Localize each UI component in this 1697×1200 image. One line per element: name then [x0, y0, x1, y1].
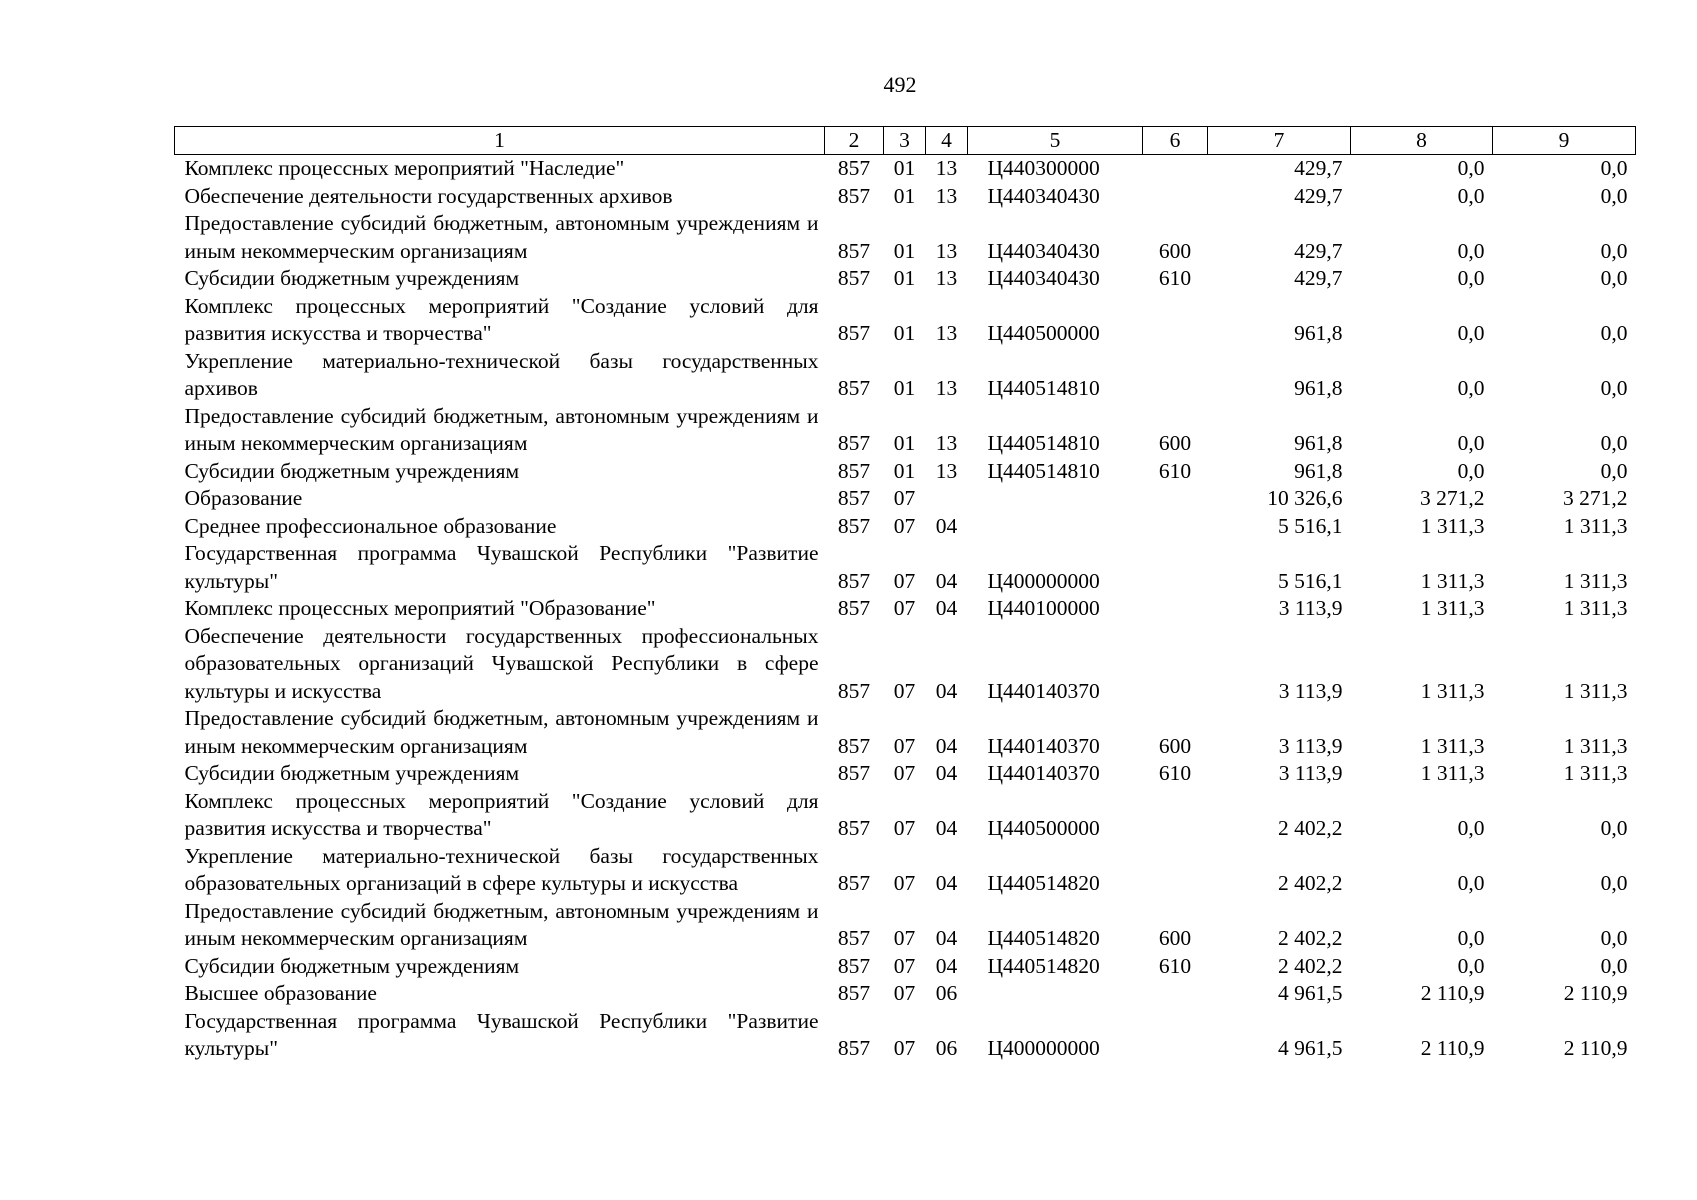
cell-amount-col7: 5 516,1 — [1278, 568, 1343, 593]
cell-subsection: 04 — [935, 596, 958, 620]
cell-amount-col7: 429,7 — [1294, 266, 1343, 290]
table-row — [175, 458, 1636, 486]
cell-subsection: 04 — [935, 678, 958, 703]
cell-amount-col8: 1 311,3 — [1420, 678, 1485, 703]
cell-grbs: 857 — [837, 953, 871, 978]
cell-section: 07 — [893, 816, 916, 840]
cell-section: 01 — [893, 156, 916, 180]
cell-grbs: 857 — [837, 266, 871, 290]
cell-grbs: 857 — [837, 568, 871, 593]
cell-amount-col7: 3 113,9 — [1278, 596, 1343, 620]
header-col-7: 7 — [1208, 127, 1351, 155]
cell-section: 01 — [893, 321, 916, 345]
cell-target-article: Ц440300000 — [987, 156, 1100, 180]
page-number: 492 — [883, 72, 917, 97]
cell-name: Комплекс процессных мероприятий "Создание условий для развития искусства и творчества" — [184, 293, 819, 345]
table-row — [175, 595, 1636, 623]
cell-amount-col7: 2 402,2 — [1278, 816, 1343, 840]
cell-name: Обеспечение деятельности государственных профессиональных образовательных организаций Чувашской Республики в сфере культуры и искусства — [184, 623, 819, 703]
budget-table — [174, 126, 1636, 1063]
cell-expense-type: 600 — [1158, 238, 1192, 263]
cell-amount-col7: 3 113,9 — [1278, 733, 1343, 758]
cell-subsection: 13 — [935, 156, 958, 180]
cell-name: Государственная программа Чувашской Республики "Развитие культуры" — [184, 541, 819, 593]
cell-name: Предоставление субсидий бюджетным, автономным учреждениям и иным некоммерческим организациям — [184, 211, 819, 263]
table-row — [175, 183, 1636, 211]
cell-amount-col9: 0,0 — [1600, 321, 1628, 345]
cell-amount-col7: 961,8 — [1294, 321, 1343, 345]
table-body — [175, 155, 1636, 1063]
table-row — [175, 980, 1636, 1008]
cell-amount-col7: 10 326,6 — [1267, 486, 1343, 510]
table-row — [175, 788, 1636, 843]
cell-amount-col9: 1 311,3 — [1563, 733, 1628, 758]
cell-name: Комплекс процессных мероприятий "Образование" — [184, 596, 656, 620]
cell-target-article: Ц440140370 — [987, 678, 1100, 703]
cell-expense-type — [1143, 155, 1208, 183]
cell-amount-col7: 4 961,5 — [1278, 981, 1343, 1005]
cell-amount-col7: 5 516,1 — [1278, 513, 1343, 538]
cell-expense-type — [1143, 980, 1208, 1008]
cell-amount-col8: 0,0 — [1457, 871, 1485, 895]
cell-amount-col9: 0,0 — [1600, 816, 1628, 840]
cell-target-article: Ц400000000 — [987, 1036, 1100, 1060]
cell-amount-col8: 0,0 — [1457, 238, 1485, 263]
table-row — [175, 485, 1636, 513]
table-row — [175, 1008, 1636, 1063]
cell-name: Субсидии бюджетным учреждениям — [184, 266, 520, 290]
cell-target-article: Ц440500000 — [987, 816, 1100, 840]
cell-amount-col9: 1 311,3 — [1563, 513, 1628, 538]
cell-section: 07 — [893, 596, 916, 620]
cell-amount-col7: 3 113,9 — [1278, 761, 1343, 785]
header-col-1: 1 — [175, 127, 825, 155]
cell-grbs: 857 — [837, 183, 871, 208]
cell-name: Субсидии бюджетным учреждениям — [184, 761, 520, 785]
table-row — [175, 513, 1636, 541]
cell-subsection — [926, 485, 968, 513]
cell-name: Укрепление материально-технической базы государственных архивов — [184, 348, 819, 400]
table-row — [175, 540, 1636, 595]
cell-amount-col9: 0,0 — [1600, 871, 1628, 895]
cell-name: Субсидии бюджетным учреждениям — [184, 953, 520, 978]
cell-name: Комплекс процессных мероприятий "Наследие" — [184, 156, 625, 180]
cell-amount-col9: 1 311,3 — [1563, 568, 1628, 593]
cell-amount-col7: 429,7 — [1294, 156, 1343, 180]
cell-name: Высшее образование — [184, 981, 377, 1005]
cell-section: 01 — [893, 183, 916, 208]
cell-subsection: 06 — [935, 1036, 958, 1060]
cell-section: 07 — [893, 926, 916, 950]
cell-amount-col9: 1 311,3 — [1563, 678, 1628, 703]
cell-subsection: 04 — [935, 926, 958, 950]
cell-target-article: Ц440514810 — [987, 431, 1100, 455]
cell-amount-col9: 2 110,9 — [1563, 1036, 1628, 1060]
header-col-4: 4 — [926, 127, 968, 155]
cell-amount-col7: 2 402,2 — [1278, 926, 1343, 950]
cell-section: 07 — [893, 733, 916, 758]
cell-expense-type: 600 — [1158, 926, 1192, 950]
cell-grbs: 857 — [837, 871, 871, 895]
cell-target-article: Ц440140370 — [987, 733, 1100, 758]
cell-expense-type: 610 — [1158, 266, 1192, 290]
table-row — [175, 843, 1636, 898]
cell-amount-col9: 3 271,2 — [1563, 486, 1628, 510]
table-row — [175, 403, 1636, 458]
cell-grbs: 857 — [837, 596, 871, 620]
cell-target-article: Ц440140370 — [987, 761, 1100, 785]
cell-target-article: Ц440514810 — [987, 458, 1100, 483]
cell-amount-col8: 3 271,2 — [1420, 486, 1485, 510]
cell-amount-col8: 0,0 — [1457, 321, 1485, 345]
cell-grbs: 857 — [837, 678, 871, 703]
table-row — [175, 760, 1636, 788]
cell-target-article — [968, 485, 1143, 513]
cell-amount-col9: 1 311,3 — [1563, 596, 1628, 620]
table-header — [175, 127, 1636, 155]
cell-amount-col7: 961,8 — [1294, 431, 1343, 455]
cell-grbs: 857 — [837, 733, 871, 758]
cell-subsection: 13 — [935, 458, 958, 483]
cell-target-article: Ц440340430 — [987, 183, 1100, 208]
cell-section: 07 — [893, 981, 916, 1005]
cell-subsection: 13 — [935, 238, 958, 263]
table-row — [175, 293, 1636, 348]
cell-expense-type: 610 — [1158, 761, 1192, 785]
cell-expense-type — [1143, 595, 1208, 623]
cell-section: 07 — [893, 513, 916, 538]
cell-amount-col8: 1 311,3 — [1420, 733, 1485, 758]
cell-amount-col9: 0,0 — [1600, 458, 1628, 483]
cell-grbs: 857 — [837, 513, 871, 538]
table-row — [175, 155, 1636, 183]
cell-amount-col8: 0,0 — [1457, 953, 1485, 978]
cell-amount-col8: 1 311,3 — [1420, 513, 1485, 538]
table-row — [175, 953, 1636, 981]
cell-name: Укрепление материально-технической базы государственных образовательных организаций в сфере культуры и искусства — [184, 843, 819, 895]
cell-amount-col7: 4 961,5 — [1278, 1036, 1343, 1060]
cell-amount-col9: 0,0 — [1600, 926, 1628, 950]
cell-expense-type — [1143, 1008, 1208, 1063]
cell-section: 07 — [893, 761, 916, 785]
table-row — [175, 348, 1636, 403]
cell-target-article: Ц440514810 — [987, 376, 1100, 400]
header-col-2: 2 — [825, 127, 884, 155]
cell-subsection: 13 — [935, 266, 958, 290]
cell-grbs: 857 — [837, 156, 871, 180]
cell-amount-col7: 2 402,2 — [1278, 871, 1343, 895]
table-row — [175, 898, 1636, 953]
cell-expense-type — [1143, 513, 1208, 541]
header-col-9: 9 — [1493, 127, 1636, 155]
cell-amount-col8: 1 311,3 — [1420, 761, 1485, 785]
cell-grbs: 857 — [837, 376, 871, 400]
cell-section: 01 — [893, 458, 916, 483]
cell-subsection: 13 — [935, 431, 958, 455]
cell-subsection: 04 — [935, 953, 958, 978]
cell-expense-type — [1143, 623, 1208, 706]
cell-target-article: Ц440514820 — [987, 871, 1100, 895]
header-col-5: 5 — [968, 127, 1143, 155]
cell-name: Предоставление субсидий бюджетным, автономным учреждениям и иным некоммерческим организациям — [184, 403, 819, 455]
cell-expense-type — [1143, 485, 1208, 513]
cell-amount-col8: 1 311,3 — [1420, 596, 1485, 620]
cell-target-article: Ц440100000 — [987, 596, 1100, 620]
table-row — [175, 623, 1636, 706]
cell-subsection: 04 — [935, 568, 958, 593]
cell-amount-col8: 0,0 — [1457, 431, 1485, 455]
cell-amount-col7: 429,7 — [1294, 238, 1343, 263]
cell-expense-type: 600 — [1158, 733, 1192, 758]
cell-grbs: 857 — [837, 1036, 871, 1060]
cell-name: Среднее профессиональное образование — [184, 513, 557, 538]
cell-amount-col8: 0,0 — [1457, 156, 1485, 180]
cell-amount-col7: 3 113,9 — [1278, 678, 1343, 703]
cell-subsection: 04 — [935, 871, 958, 895]
cell-amount-col8: 0,0 — [1457, 266, 1485, 290]
cell-amount-col9: 0,0 — [1600, 953, 1628, 978]
cell-target-article: Ц440340430 — [987, 266, 1100, 290]
cell-section: 01 — [893, 238, 916, 263]
cell-section: 01 — [893, 376, 916, 400]
cell-name: Предоставление субсидий бюджетным, автономным учреждениям и иным некоммерческим организациям — [184, 706, 819, 758]
cell-expense-type — [1143, 843, 1208, 898]
cell-expense-type: 610 — [1158, 953, 1192, 978]
table-row — [175, 265, 1636, 293]
cell-subsection: 13 — [935, 183, 958, 208]
cell-section: 07 — [893, 486, 916, 510]
cell-expense-type — [1143, 183, 1208, 211]
cell-section: 07 — [893, 678, 916, 703]
cell-amount-col8: 0,0 — [1457, 376, 1485, 400]
header-row — [175, 127, 1636, 155]
table-row — [175, 705, 1636, 760]
cell-expense-type — [1143, 293, 1208, 348]
cell-amount-col8: 0,0 — [1457, 183, 1485, 208]
cell-expense-type — [1143, 788, 1208, 843]
cell-name: Предоставление субсидий бюджетным, автономным учреждениям и иным некоммерческим организациям — [184, 898, 819, 950]
cell-amount-col9: 0,0 — [1600, 266, 1628, 290]
cell-expense-type: 600 — [1158, 431, 1192, 455]
cell-subsection: 04 — [935, 513, 958, 538]
cell-name: Государственная программа Чувашской Республики "Развитие культуры" — [184, 1008, 819, 1060]
cell-grbs: 857 — [837, 458, 871, 483]
cell-section: 01 — [893, 266, 916, 290]
cell-amount-col7: 961,8 — [1294, 458, 1343, 483]
cell-subsection: 04 — [935, 733, 958, 758]
header-col-6: 6 — [1143, 127, 1208, 155]
table-row — [175, 210, 1636, 265]
cell-amount-col9: 0,0 — [1600, 156, 1628, 180]
cell-amount-col8: 2 110,9 — [1420, 981, 1485, 1005]
cell-amount-col8: 2 110,9 — [1420, 1036, 1485, 1060]
cell-section: 07 — [893, 568, 916, 593]
cell-amount-col8: 1 311,3 — [1420, 568, 1485, 593]
cell-grbs: 857 — [837, 486, 871, 510]
cell-amount-col9: 1 311,3 — [1563, 761, 1628, 785]
cell-name: Комплекс процессных мероприятий "Создание условий для развития искусства и творчества" — [184, 788, 819, 840]
cell-subsection: 13 — [935, 321, 958, 345]
cell-amount-col7: 2 402,2 — [1278, 953, 1343, 978]
cell-target-article: Ц440340430 — [987, 238, 1100, 263]
cell-name: Субсидии бюджетным учреждениям — [184, 458, 520, 483]
cell-target-article: Ц440514820 — [987, 953, 1100, 978]
cell-target-article: Ц440500000 — [987, 321, 1100, 345]
cell-target-article — [968, 513, 1143, 541]
cell-grbs: 857 — [837, 321, 871, 345]
cell-grbs: 857 — [837, 926, 871, 950]
cell-grbs: 857 — [837, 816, 871, 840]
cell-amount-col8: 0,0 — [1457, 926, 1485, 950]
cell-amount-col9: 2 110,9 — [1563, 981, 1628, 1005]
header-col-8: 8 — [1351, 127, 1493, 155]
cell-amount-col7: 961,8 — [1294, 376, 1343, 400]
cell-expense-type — [1143, 540, 1208, 595]
cell-name: Обеспечение деятельности государственных архивов — [184, 183, 673, 208]
cell-section: 07 — [893, 953, 916, 978]
cell-grbs: 857 — [837, 761, 871, 785]
cell-grbs: 857 — [837, 238, 871, 263]
cell-target-article: Ц400000000 — [987, 568, 1100, 593]
cell-subsection: 04 — [935, 761, 958, 785]
cell-subsection: 06 — [935, 981, 958, 1005]
cell-grbs: 857 — [837, 981, 871, 1005]
cell-target-article: Ц440514820 — [987, 926, 1100, 950]
cell-expense-type — [1143, 348, 1208, 403]
cell-amount-col7: 429,7 — [1294, 183, 1343, 208]
cell-amount-col8: 0,0 — [1457, 816, 1485, 840]
cell-target-article — [968, 980, 1143, 1008]
cell-amount-col9: 0,0 — [1600, 376, 1628, 400]
cell-amount-col9: 0,0 — [1600, 431, 1628, 455]
cell-amount-col9: 0,0 — [1600, 238, 1628, 263]
cell-amount-col9: 0,0 — [1600, 183, 1628, 208]
cell-section: 01 — [893, 431, 916, 455]
cell-name: Образование — [184, 486, 303, 510]
cell-section: 07 — [893, 1036, 916, 1060]
cell-subsection: 04 — [935, 816, 958, 840]
cell-expense-type: 610 — [1158, 458, 1192, 483]
cell-section: 07 — [893, 871, 916, 895]
cell-amount-col8: 0,0 — [1457, 458, 1485, 483]
header-col-3: 3 — [884, 127, 926, 155]
cell-grbs: 857 — [837, 431, 871, 455]
cell-subsection: 13 — [935, 376, 958, 400]
